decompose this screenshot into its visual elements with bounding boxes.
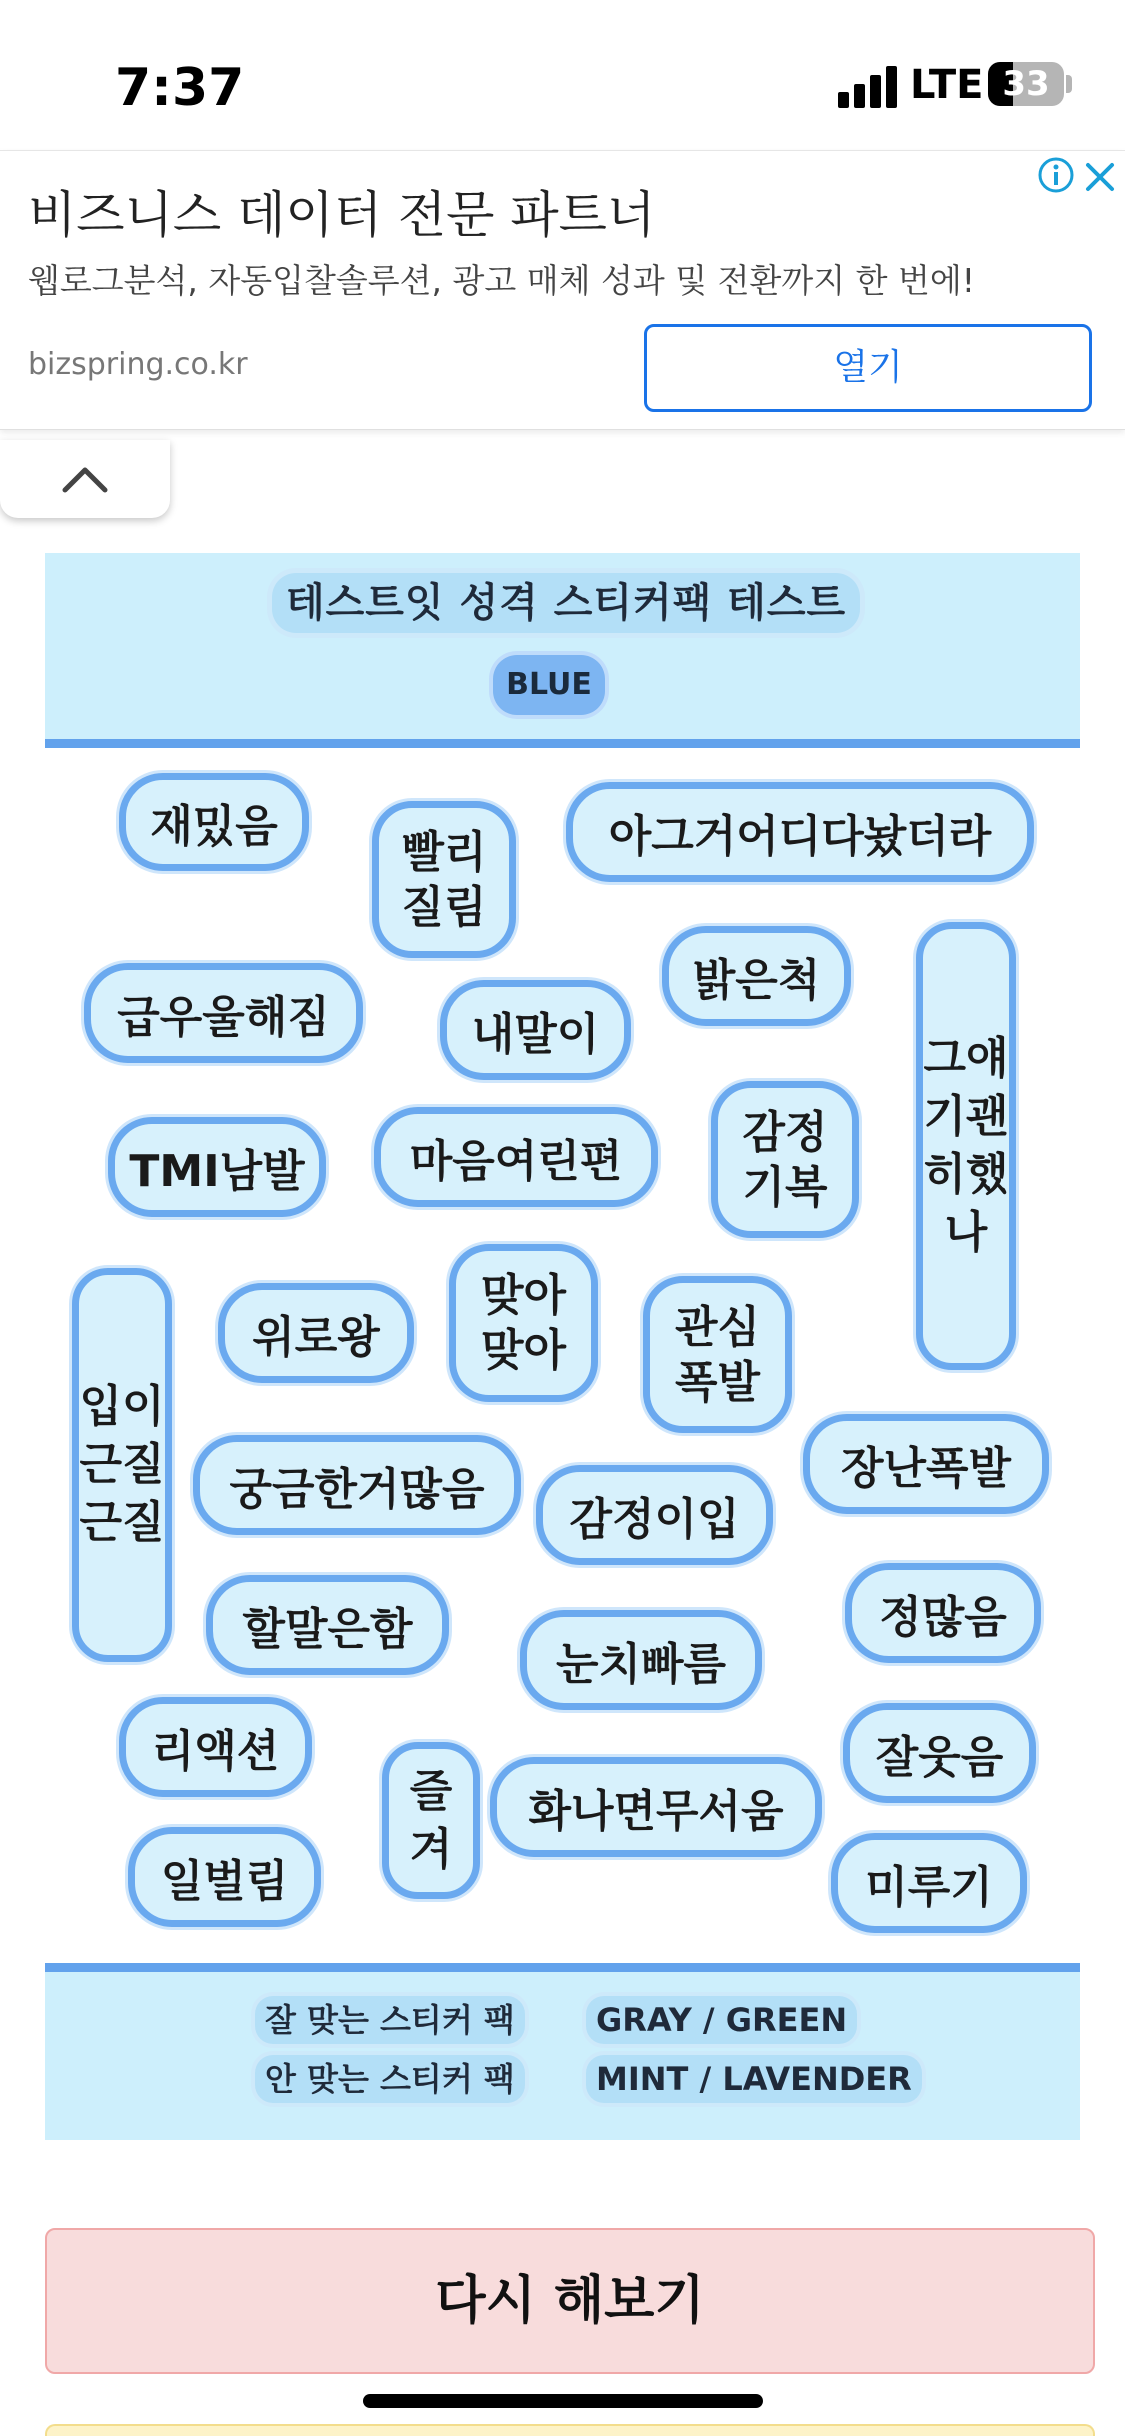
sticker: 밝은척: [662, 926, 851, 1026]
chevron-up-icon: [55, 458, 115, 498]
sticker: 궁금한거많음: [193, 1435, 521, 1535]
sticker: 감정이입: [536, 1465, 773, 1565]
result-type-badge: BLUE: [493, 655, 605, 715]
sticker: 입이근질근질: [72, 1268, 172, 1662]
sticker: 내말이: [440, 980, 631, 1080]
sticker: 급우울해짐: [84, 963, 363, 1063]
sticker: 눈치빠름: [520, 1610, 762, 1710]
sticker: 재밌음: [119, 773, 309, 871]
battery-tip: [1066, 75, 1072, 93]
test-title: 테스트잇 성격 스티커팩 테스트: [272, 573, 860, 633]
sticker: 감정 기복: [711, 1081, 859, 1238]
next-panel-edge: [45, 2424, 1095, 2436]
sticker: 위로왕: [218, 1283, 414, 1383]
status-time: 7:37: [115, 58, 245, 118]
sticker: 장난폭발: [803, 1414, 1049, 1514]
sticker: 정많음: [845, 1563, 1041, 1663]
sticker: 미루기: [831, 1833, 1027, 1933]
battery-level: 33: [1002, 64, 1050, 104]
ad-domain: bizspring.co.kr: [28, 347, 248, 382]
info-icon[interactable]: [1036, 155, 1076, 195]
battery-icon: [988, 62, 1064, 106]
home-indicator[interactable]: [363, 2394, 763, 2408]
sticker: 그얘기괜히했나: [916, 922, 1016, 1370]
sticker: 맞아 맞아: [449, 1244, 598, 1402]
close-icon[interactable]: [1078, 155, 1122, 199]
sticker: TMI남발: [108, 1117, 326, 1217]
status-bar: [0, 0, 1125, 150]
sticker: 마음여린편: [374, 1107, 658, 1207]
ad-description: 웹로그분석, 자동입찰솔루션, 광고 매체 성과 및 전환까지 한 번에!: [28, 261, 975, 300]
compatible-pack-value: GRAY / GREEN: [586, 1996, 857, 2044]
sticker: 빨리 질림: [372, 801, 516, 958]
compatible-pack-label: 잘 맞는 스티커 팩: [255, 1996, 525, 2044]
sticker: 즐겨: [382, 1742, 480, 1899]
sticker: 리액션: [119, 1697, 312, 1797]
ad-banner[interactable]: [0, 150, 1125, 430]
retry-button[interactable]: 다시 해보기: [45, 2228, 1095, 2374]
collapse-ad-button[interactable]: [0, 440, 170, 518]
sticker: 관심 폭발: [643, 1276, 792, 1433]
sticker: 잘웃음: [843, 1703, 1036, 1803]
sticker: 할말은함: [206, 1575, 449, 1675]
sticker: 아그거어디다놨더라: [566, 782, 1034, 882]
incompatible-pack-value: MINT / LAVENDER: [586, 2055, 922, 2103]
sticker: 일벌림: [128, 1827, 321, 1927]
signal-icon: [838, 64, 900, 108]
sticker: 화나면무서움: [490, 1757, 822, 1857]
pack-compatibility-band: [45, 1963, 1080, 2140]
network-label: LTE: [910, 62, 984, 108]
incompatible-pack-label: 안 맞는 스티커 팩: [255, 2055, 525, 2103]
ad-open-button[interactable]: 열기: [644, 324, 1092, 412]
ad-title[interactable]: 비즈니스 데이터 전문 파트너: [28, 186, 656, 244]
